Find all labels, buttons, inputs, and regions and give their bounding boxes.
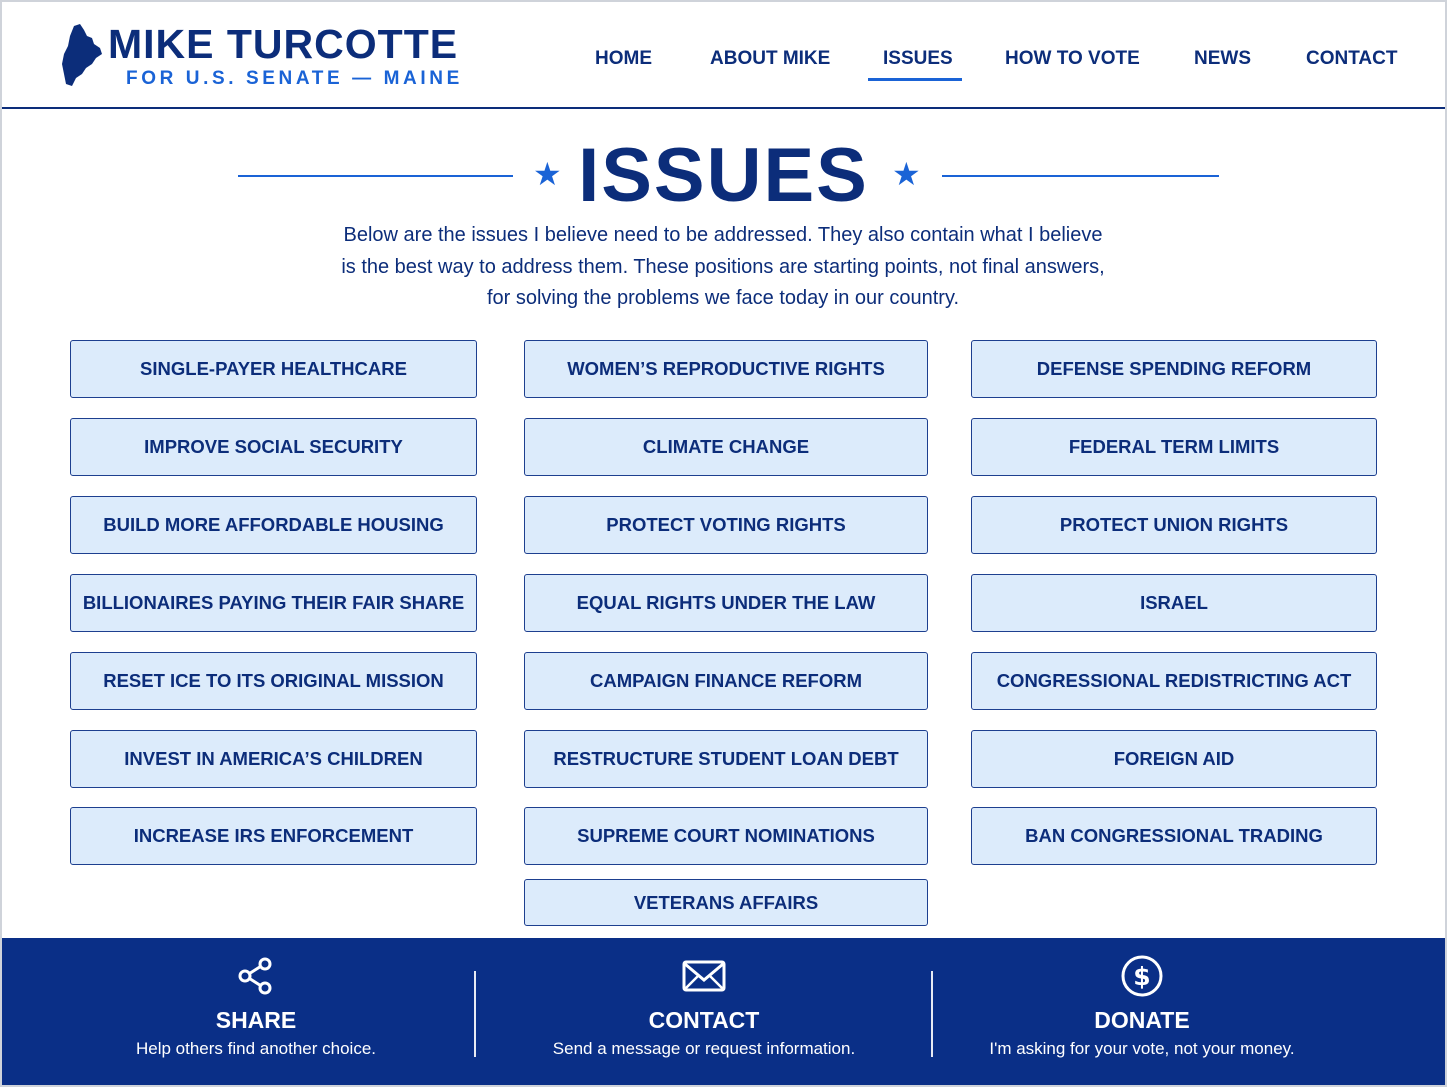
action-footer — [0, 938, 1447, 1087]
title-divider-right — [942, 175, 1219, 177]
issue-redistricting-act[interactable]: CONGRESSIONAL REDISTRICTING ACT — [971, 652, 1377, 710]
main-nav — [0, 46, 1447, 76]
issue-campaign-finance[interactable]: CAMPAIGN FINANCE REFORM — [524, 652, 928, 710]
footer-contact-text: Send a message or request information. — [552, 1039, 856, 1058]
brand-name: MIKE TURCOTTE — [108, 21, 459, 67]
footer-share[interactable] — [36, 938, 476, 1087]
page-intro — [223, 220, 1223, 315]
issue-reproductive-rights[interactable]: WOMEN’S REPRODUCTIVE RIGHTS — [524, 340, 928, 398]
nav-home[interactable]: HOME — [595, 48, 652, 69]
issue-union-rights[interactable]: PROTECT UNION RIGHTS — [971, 496, 1377, 554]
footer-donate-title: DONATE — [1094, 1007, 1190, 1033]
issue-invest-in-children[interactable]: INVEST IN AMERICA’S CHILDREN — [70, 730, 477, 788]
issue-supreme-court[interactable]: SUPREME COURT NOMINATIONS — [524, 807, 928, 865]
intro-line: for solving the problems we face today in our country. — [486, 287, 960, 309]
footer-share-text: Help others find another choice. — [135, 1039, 377, 1058]
issue-affordable-housing[interactable]: BUILD MORE AFFORDABLE HOUSING — [70, 496, 477, 554]
share-icon — [234, 954, 278, 998]
issue-congressional-trading[interactable]: BAN CONGRESSIONAL TRADING — [971, 807, 1377, 865]
footer-share-title: SHARE — [215, 1007, 297, 1033]
nav-about-mike[interactable]: ABOUT MIKE — [710, 48, 831, 69]
issue-student-loan-debt[interactable]: RESTRUCTURE STUDENT LOAN DEBT — [524, 730, 928, 788]
footer-donate-text: I'm asking for your vote, not your money. — [989, 1039, 1295, 1058]
intro-line: Below are the issues I believe need to be addressed. They also contain what I believe — [343, 224, 1103, 246]
issue-voting-rights[interactable]: PROTECT VOTING RIGHTS — [524, 496, 928, 554]
nav-active-indicator — [868, 78, 962, 81]
issue-defense-spending[interactable]: DEFENSE SPENDING REFORM — [971, 340, 1377, 398]
issue-veterans-affairs[interactable]: VETERANS AFFAIRS — [524, 879, 928, 926]
issue-climate-change[interactable]: CLIMATE CHANGE — [524, 418, 928, 476]
page-title: ISSUES — [578, 133, 869, 218]
issue-reset-ice[interactable]: RESET ICE TO ITS ORIGINAL MISSION — [70, 652, 477, 710]
footer-contact[interactable] — [476, 938, 932, 1087]
envelope-icon — [682, 954, 726, 998]
nav-issues[interactable]: ISSUES — [883, 48, 953, 69]
svg-text:$: $ — [1133, 962, 1151, 991]
nav-news[interactable]: NEWS — [1194, 48, 1251, 69]
issue-israel[interactable]: ISRAEL — [971, 574, 1377, 632]
intro-line: is the best way to address them. These positions are starting points, not final answers, — [341, 255, 1105, 278]
footer-donate[interactable] — [933, 938, 1351, 1087]
site-header — [0, 0, 1447, 109]
nav-contact[interactable]: CONTACT — [1306, 48, 1398, 69]
issue-irs-enforcement[interactable]: INCREASE IRS ENFORCEMENT — [70, 807, 477, 865]
issue-foreign-aid[interactable]: FOREIGN AID — [971, 730, 1377, 788]
footer-contact-title: CONTACT — [648, 1007, 760, 1033]
issue-equal-rights[interactable]: EQUAL RIGHTS UNDER THE LAW — [524, 574, 928, 632]
dollar-coin-icon — [1120, 954, 1164, 998]
nav-how-to-vote[interactable]: HOW TO VOTE — [1005, 48, 1140, 69]
star-icon: ★ — [892, 156, 921, 192]
issue-single-payer-healthcare[interactable]: SINGLE-PAYER HEALTHCARE — [70, 340, 477, 398]
issue-billionaires-fair-share[interactable]: BILLIONAIRES PAYING THEIR FAIR SHARE — [70, 574, 477, 632]
brand-tagline: FOR U.S. SENATE — MAINE — [126, 68, 463, 89]
issue-term-limits[interactable]: FEDERAL TERM LIMITS — [971, 418, 1377, 476]
star-icon: ★ — [533, 156, 562, 192]
page-title-row — [0, 133, 1447, 218]
issue-improve-social-security[interactable]: IMPROVE SOCIAL SECURITY — [70, 418, 477, 476]
